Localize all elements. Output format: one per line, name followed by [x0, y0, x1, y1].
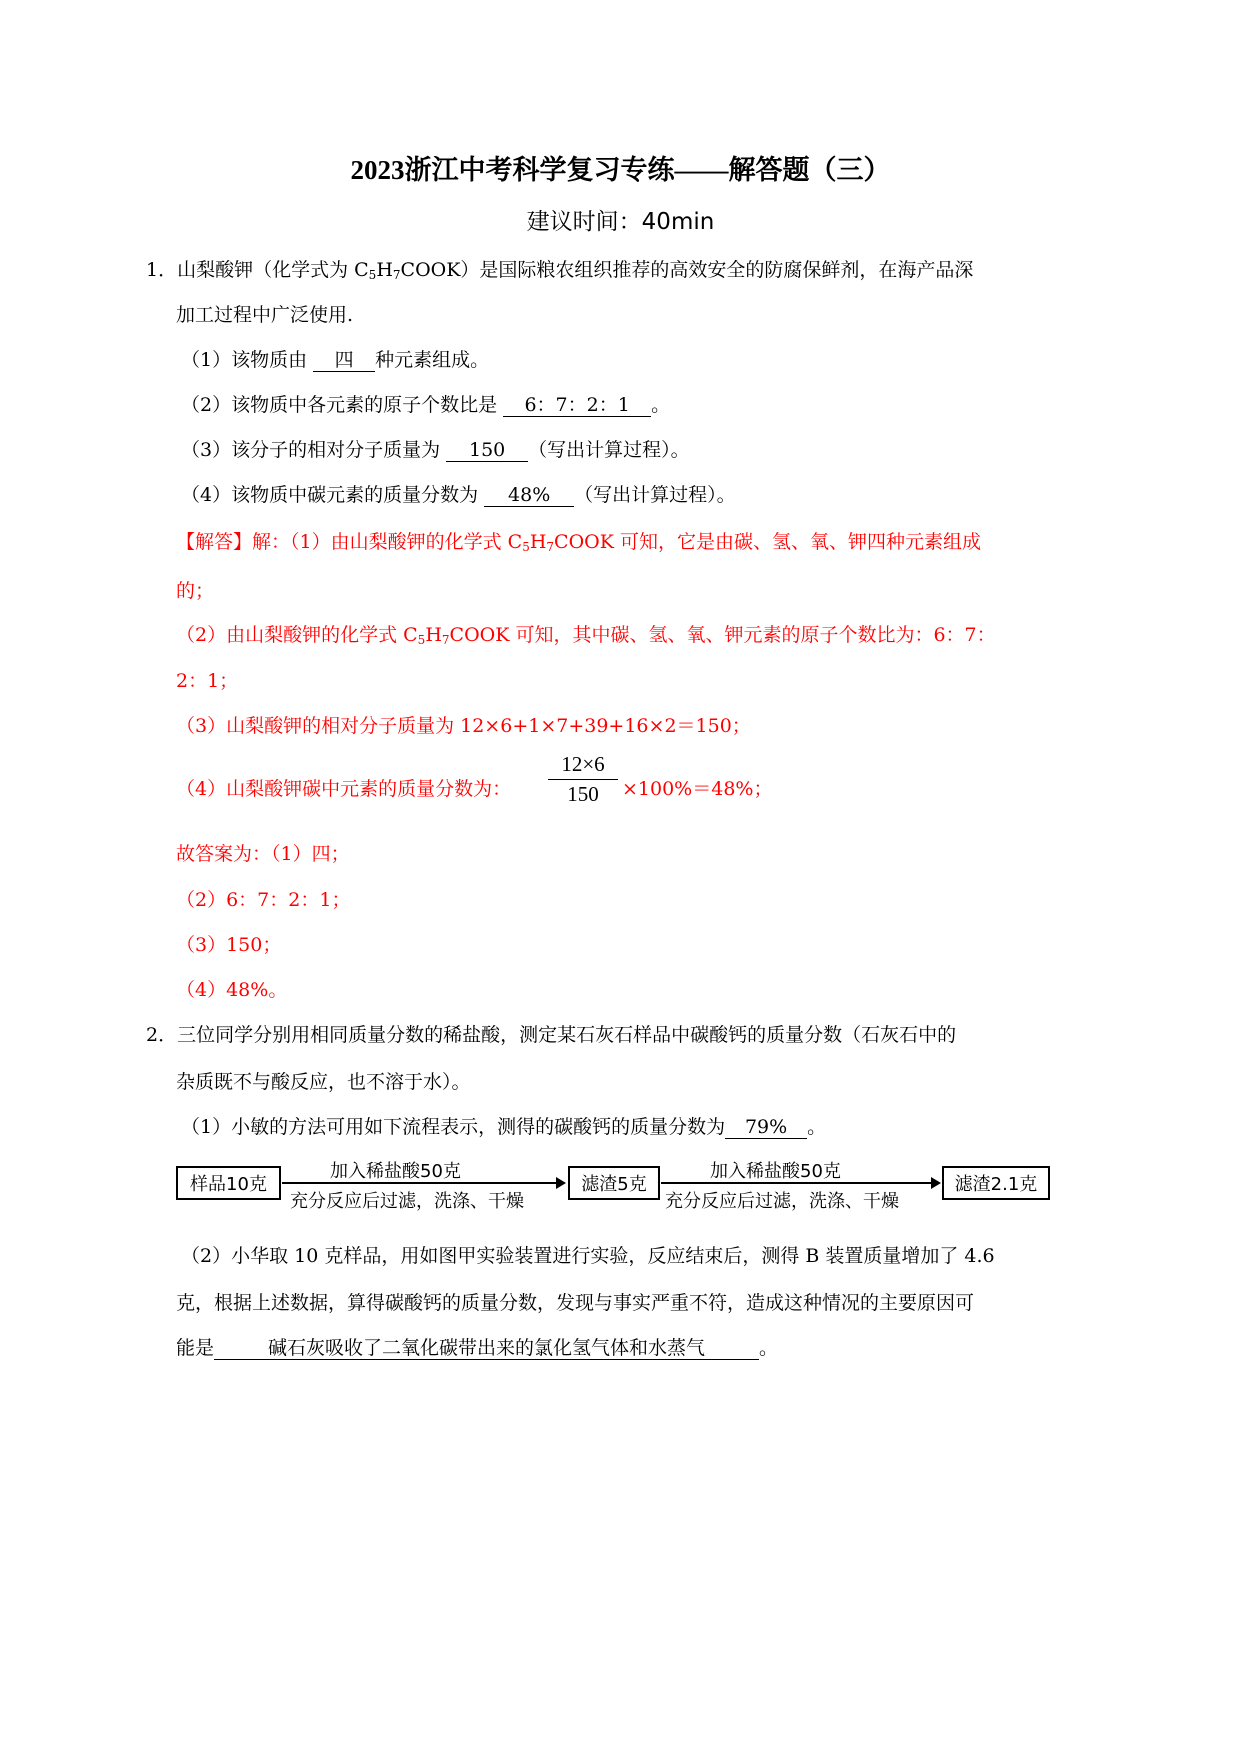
flow-step2-bottom: 充分反应后过滤，洗涤、干燥 — [665, 1191, 899, 1212]
q2-part1-answer: 79% — [725, 1116, 807, 1139]
fraction-bar — [548, 779, 618, 780]
q1-solution-line3: （3）山梨酸钾的相对分子质量为 12×6+1×7+39+16×2＝150； — [176, 715, 751, 737]
q2-part2-answer: 碱石灰吸收了二氧化碳带出来的氯化氢气体和水蒸气 — [214, 1337, 759, 1360]
flow-step1-top: 加入稀盐酸50克 — [330, 1161, 461, 1182]
flow-arrow-1 — [282, 1182, 564, 1184]
q1-solution-line2: （2）由山梨酸钾的化学式 $C_5H_7COOK$ 可知，其中碳、氢、氧、钾元素的原子个数比为：6：7： — [176, 624, 996, 647]
fraction-denominator: 150 — [567, 782, 599, 806]
q1-solution-line1: 【解答】解：（1）由山梨酸钾的化学式 $C_5H_7COOK$ 可知，它是由碳、氢、氧、钾四种元素组成 — [176, 531, 981, 554]
q2-number: 2． — [146, 1024, 178, 1046]
q2-part2-line3: 能是 碱石灰吸收了二氧化碳带出来的氯化氢气体和水蒸气 。 — [176, 1337, 779, 1359]
q1-solution-line4-result: ×100%＝48%； — [622, 778, 773, 800]
flow-step1-bottom: 充分反应后过滤，洗涤、干燥 — [290, 1191, 524, 1212]
q1-part3-answer: 150 — [446, 439, 528, 462]
page-title: 2023浙江中考科学复习专练——解答题（三） — [350, 155, 891, 185]
q1-part1-answer: 四 — [313, 349, 375, 372]
q1-answer-4: （4）48%。 — [176, 979, 288, 1001]
q1-part2-answer: 6：7：2：1 — [503, 394, 651, 417]
fraction-numerator: 12×6 — [561, 752, 605, 776]
q1-solution-line2-cont: 2：1； — [176, 670, 239, 692]
q1-solution-line1-cont: 的； — [176, 580, 215, 602]
q2-part2-line2: 克，根据上述数据，算得碳酸钙的质量分数，发现与事实严重不符，造成这种情况的主要原因可 — [176, 1292, 975, 1314]
q1-part3: （3）该分子的相对分子质量为 150 （写出计算过程）。 — [181, 439, 690, 461]
q1-number: 1． — [146, 259, 178, 281]
solution-tag: 【解答】 — [176, 531, 253, 553]
flow-step2-top: 加入稀盐酸50克 — [710, 1161, 841, 1182]
q2-stem: 2．三位同学分别用相同质量分数的稀盐酸，测定某石灰石样品中碳酸钙的质量分数（石灰石中的 — [146, 1024, 957, 1046]
q2-part2-line1: （2）小华取 10 克样品，用如图甲实验装置进行实验，反应结束后，测得 B 装置质量增加了 4.6 — [181, 1245, 995, 1267]
q1-part2: （2）该物质中各元素的原子个数比是 6：7：2：1 。 — [181, 394, 671, 416]
q2-stem-line2: 杂质既不与酸反应，也不溶于水）。 — [176, 1071, 471, 1093]
flow-box-residue2: 滤渣2.1克 — [942, 1166, 1050, 1200]
q1-part4: （4）该物质中碳元素的质量分数为 48% （写出计算过程）。 — [181, 484, 736, 506]
q1-part4-answer: 48% — [484, 484, 574, 507]
q2-part1: （1）小敏的方法可用如下流程表示，测得的碳酸钙的质量分数为 79% 。 — [181, 1116, 827, 1138]
q1-answer-3: （3）150； — [176, 934, 282, 956]
fraction — [548, 752, 618, 807]
q1-stem: 1．山梨酸钾（化学式为 $C_5H_7COOK$）是国际粮农组织推荐的高效安全的防腐保鲜剂，在海产品深 — [146, 259, 974, 282]
q1-answer-2: （2）6：7：2：1； — [176, 889, 351, 911]
q1-stem-line2: 加工过程中广泛使用. — [176, 304, 354, 326]
q1-solution-line4-label: （4）山梨酸钾碳中元素的质量分数为： — [176, 778, 512, 800]
flow-box-sample: 样品10克 — [176, 1166, 281, 1200]
q1-answer-summary: 故答案为：（1）四； — [176, 843, 350, 865]
flow-box-residue1: 滤渣5克 — [568, 1166, 660, 1200]
q1-part1: （1）该物质由 四 种元素组成。 — [181, 349, 490, 371]
suggested-time: 建议时间：40min — [526, 209, 715, 235]
flow-arrow-2 — [661, 1182, 939, 1184]
